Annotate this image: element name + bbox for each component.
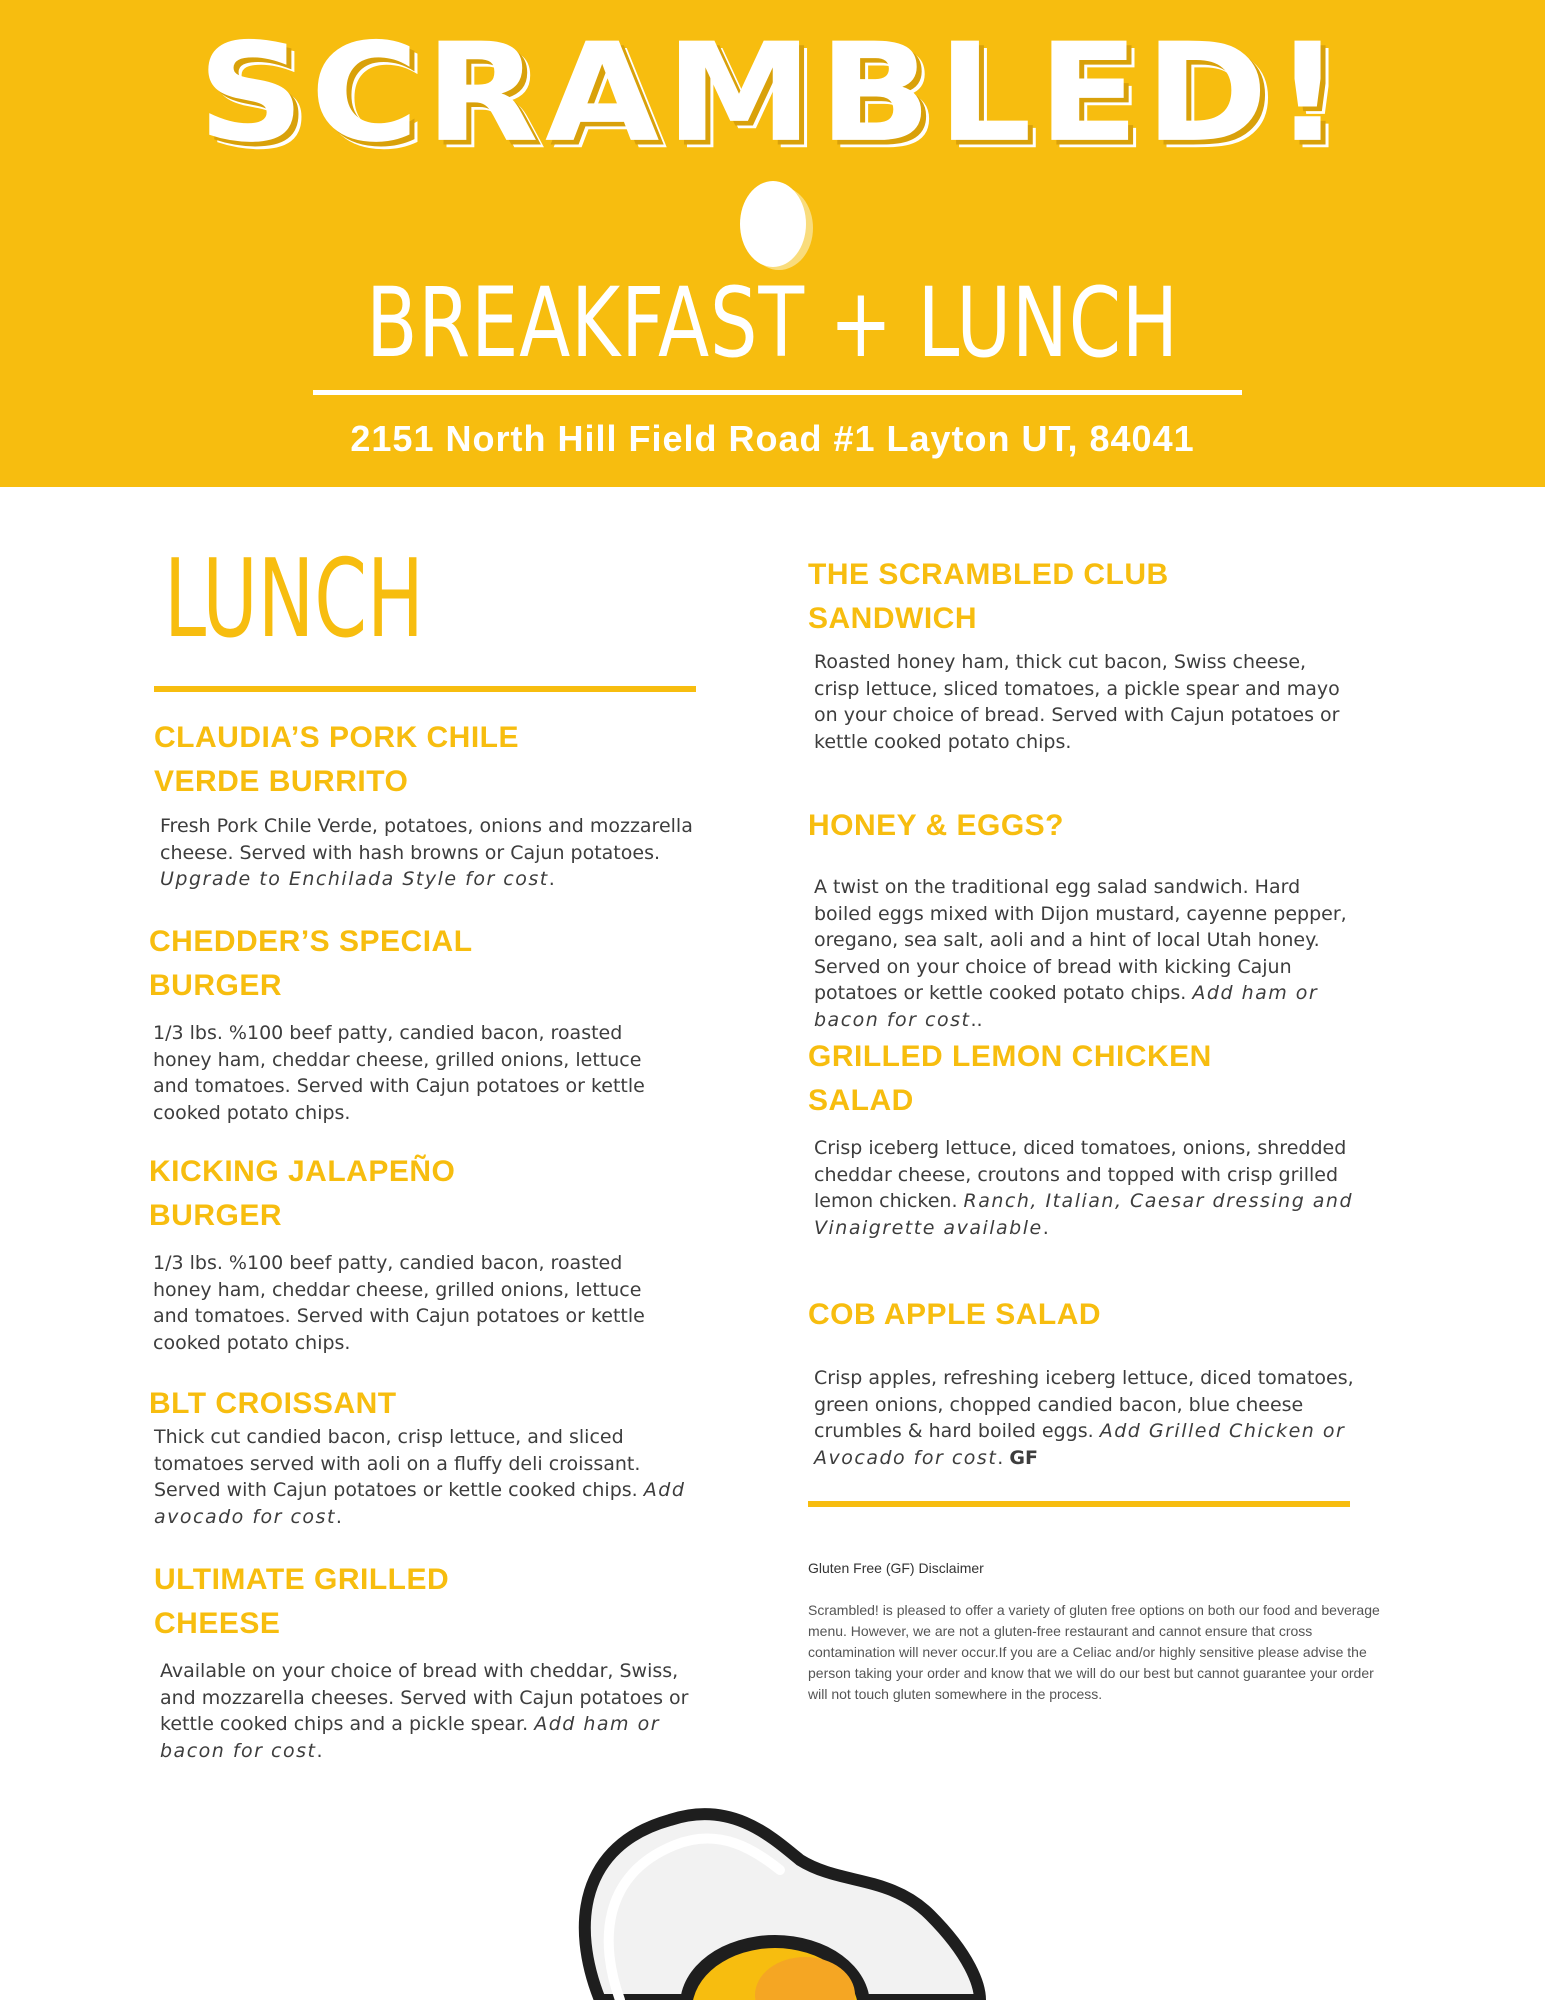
menu-item (808, 1293, 1368, 1471)
item-title: THE SCRAMBLED CLUB SANDWICH (808, 558, 1169, 635)
brand-title: SCRAMBLED! (197, 13, 1348, 173)
address: 2151 North Hill Field Road #1 Layton UT, 84041 (350, 418, 1195, 459)
subtitle: BREAKFAST + LUNCH (366, 267, 1179, 379)
item-description: Available on your choice of bread with cheddar, Swiss, and mozzarella cheeses. Served with Cajun potatoes or kettle cooked chips and a pickle spear. Add ham or bacon for cost. (160, 1660, 689, 1762)
item-title: GRILLED LEMON CHICKEN SALAD (808, 1040, 1212, 1117)
header-divider (313, 390, 1242, 395)
menu-item (154, 716, 714, 893)
disclaimer-title: Gluten Free (GF) Disclaimer (808, 1560, 984, 1576)
header-banner (0, 0, 1545, 487)
section-divider (808, 1501, 1350, 1507)
menu-item (808, 804, 1368, 1033)
item-description: Fresh Pork Chile Verde, potatoes, onions and mozzarella cheese. Served with hash browns or Cajun potatoes. Upgrade to Enchilada Style for cost. (160, 815, 693, 890)
menu-item (808, 1035, 1368, 1241)
egg-icon (735, 172, 815, 272)
item-description: 1/3 lbs. %100 beef patty, candied bacon, roasted honey ham, cheddar cheese, grilled onions, lettuce and tomatoes. Served with Cajun potatoes or kettle cooked potato chips. (153, 1022, 645, 1124)
item-description: A twist on the traditional egg salad sandwich. Hard boiled eggs mixed with Dijon mustard, cayenne pepper, oregano, sea salt, aoli and a hint of local Utah honey. Served on your choice of bread with kicking Cajun potatoes or kettle cooked potato chips. Add ham or bacon for cost.. (814, 876, 1347, 1031)
item-title: CLAUDIA’S PORK CHILE VERDE BURRITO (154, 721, 520, 798)
item-description: Crisp iceberg lettuce, diced tomatoes, onions, shredded cheddar cheese, croutons and topped with crisp grilled lemon chicken. Ranch, Italian, Caesar dressing and Vinaigrette available. (814, 1137, 1354, 1239)
menu-item (149, 920, 709, 1126)
item-title: ULTIMATE GRILLED CHEESE (154, 1563, 450, 1640)
fried-egg-illustration (560, 1805, 1030, 2000)
gf-badge: GF (1009, 1446, 1038, 1469)
item-title: CHEDDER’S SPECIAL BURGER (149, 925, 473, 1002)
menu-item (149, 1150, 709, 1356)
item-description: Roasted honey ham, thick cut bacon, Swiss cheese, crisp lettuce, sliced tomatoes, a pickle spear and mayo on your choice of bread. Served with Cajun potatoes or kettle cooked potato chips. (814, 651, 1340, 753)
item-title: COB APPLE SALAD (808, 1298, 1102, 1331)
item-title: KICKING JALAPEÑO BURGER (149, 1155, 456, 1232)
disclaimer-body: Scrambled! is pleased to offer a variety of gluten free options on both our food and beverage menu. However, we are not a gluten-free restaurant and cannot ensure that cross contamination will never occur.If you are a Celiac and/or highly sensitive please advise the person taking your order and know that we will do our best but cannot guarantee your order will not touch gluten somewhere in the process. (808, 1602, 1380, 1702)
item-title: HONEY & EGGS? (808, 809, 1064, 842)
menu-item (149, 1382, 709, 1530)
item-description: 1/3 lbs. %100 beef patty, candied bacon, roasted honey ham, cheddar cheese, grilled onions, lettuce and tomatoes. Served with Cajun potatoes or kettle cooked potato chips. (153, 1252, 645, 1354)
section-title: LUNCH (164, 537, 424, 662)
item-description: Thick cut candied bacon, crisp lettuce, and sliced tomatoes served with aoli on a fluffy deli croissant. Served with Cajun potatoes or kettle cooked chips. Add avocado for cost. (154, 1426, 686, 1528)
item-title: BLT CROISSANT (149, 1387, 397, 1420)
menu-item (808, 553, 1368, 755)
item-description: Crisp apples, refreshing iceberg lettuce, diced tomatoes, green onions, chopped candied bacon, blue cheese crumbles & hard boiled eggs. Add Grilled Chicken or Avocado for cost. GF (814, 1367, 1354, 1469)
menu-item (154, 1558, 714, 1764)
section-divider (154, 686, 696, 692)
